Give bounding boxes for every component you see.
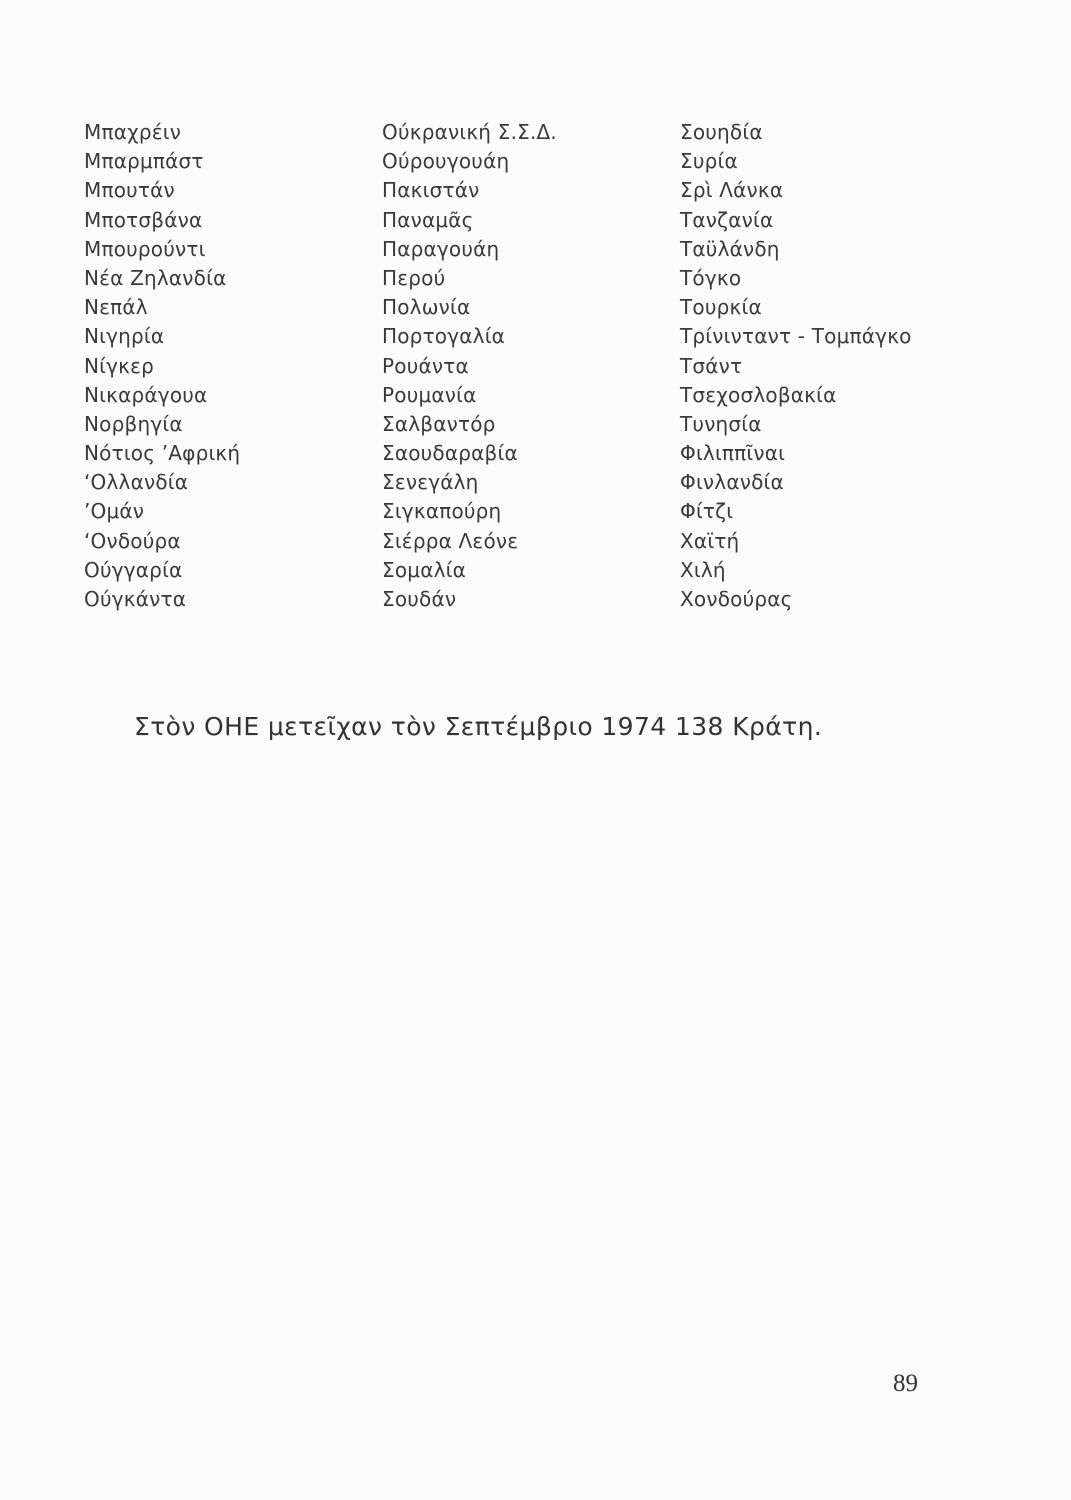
country-column-2 (382, 118, 557, 614)
list-item: Σιγκαπούρη (382, 499, 502, 524)
list-item: Ταϋλάνδη (680, 236, 780, 261)
list-item: Σρὶ Λάνκα (680, 178, 784, 203)
list-item: Τουρκία (680, 295, 762, 320)
list-item: Σομαλία (382, 557, 466, 582)
list-item: Νότιος ’Αφρική (84, 441, 241, 466)
list-item: Ούγκάντα (84, 587, 187, 611)
footnote: Στὸν ΟΗΕ μετεῖχαν τὸν Σεπτέμβριο 1974 138 Κράτη. (134, 712, 823, 741)
list-item: Τυνησία (680, 411, 762, 436)
list-item: Σουδάν (382, 587, 457, 611)
list-item: ‘Ονδούρα (84, 528, 181, 553)
list-item: Φίτζι (680, 499, 734, 524)
list-item: Νορβηγία (84, 411, 183, 436)
list-item: Ούγγαρία (84, 557, 183, 582)
page-number: 89 (893, 1370, 918, 1397)
list-item: Περού (382, 265, 446, 290)
list-item: Πολωνία (382, 295, 471, 320)
list-item: Νεπάλ (84, 295, 148, 320)
list-item: Πορτογαλία (382, 324, 506, 349)
list-item: Μπουτάν (84, 178, 175, 203)
list-item: Μπαρμπάστ (84, 149, 204, 174)
list-item: Ρουμανία (382, 382, 477, 407)
list-item: Νέα Ζηλανδία (84, 265, 227, 290)
list-item: Νιγηρία (84, 324, 165, 349)
list-item: Τσεχοσλοβακία (680, 382, 837, 407)
list-item: Τρίνινταντ - Τομπάγκο (680, 324, 912, 349)
list-item: Μπουρούντι (84, 236, 206, 261)
list-item: Σιέρρα Λεόνε (382, 528, 519, 553)
list-item: Σενεγάλη (382, 470, 479, 495)
list-item: Μποτσβάνα (84, 207, 203, 232)
list-item: Φιλιππῖναι (680, 441, 786, 466)
list-item: Ρουάντα (382, 353, 469, 378)
list-item: Νίγκερ (84, 353, 155, 378)
list-item: Ούρουγουάη (382, 149, 510, 174)
list-item: Τσάντ (680, 353, 743, 378)
list-item: ‘Ολλανδία (84, 470, 189, 495)
list-item: Χιλή (680, 557, 726, 582)
list-item: Χαϊτή (680, 528, 740, 553)
country-column-1 (84, 118, 240, 614)
list-item: ’Ομάν (84, 499, 145, 524)
list-item: Χονδούρας (680, 587, 793, 611)
list-item: Ούκρανική Σ.Σ.Δ. (382, 120, 557, 144)
list-item: Σαλβαντόρ (382, 411, 496, 436)
list-item: Σαουδαραβία (382, 441, 518, 466)
list-item: Φινλανδία (680, 470, 784, 495)
country-column-3 (680, 118, 912, 614)
list-item: Τόγκο (680, 265, 742, 290)
list-item: Παραγουάη (382, 236, 500, 261)
list-item: Παναμᾶς (382, 207, 474, 232)
list-item: Σουηδία (680, 120, 763, 144)
list-item: Μπαχρέιν (84, 120, 182, 144)
list-item: Νικαράγουα (84, 382, 208, 407)
list-item: Πακιστάν (382, 178, 480, 203)
list-item: Συρία (680, 149, 738, 174)
list-item: Τανζανία (680, 207, 774, 232)
